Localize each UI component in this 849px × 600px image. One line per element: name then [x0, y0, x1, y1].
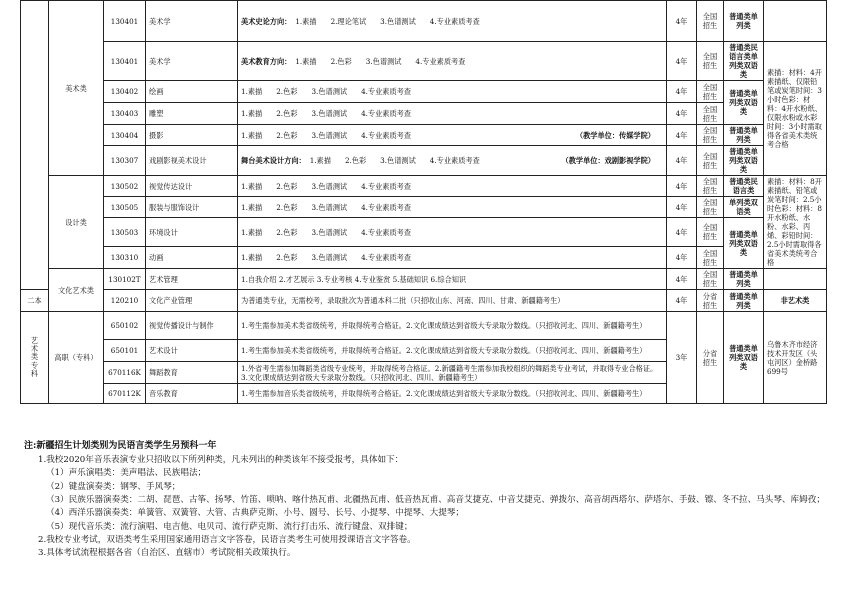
exam-item: 2.理论笔试 — [330, 16, 367, 26]
exam-item: 1.素描 — [309, 156, 331, 165]
exam-requirements — [238, 340, 667, 362]
table-row — [21, 247, 827, 269]
student-type: 普通类单列类 — [724, 290, 764, 312]
table-row — [21, 312, 827, 340]
exam-item: 1.考生需参加美术类省级统考，并取得统考合格证。2.文化课成绩达到省级大专录取分数线。（只招收河北、四川、新疆籍考生） — [241, 346, 647, 355]
art-exam-notes: 素描：材料：4开素描纸、仅限铅笔或炭笔时间：3小时色彩：材料：4开水粉纸、仅限水粉或水彩时间：3小时需取得各省美术类统考合格 — [764, 42, 827, 176]
exam-item: 1.自我介绍 2.才艺展示 3.专业考核 4.专业鉴赏 5.基础知识 6.综合知识 — [241, 274, 467, 284]
major-name: 文化产业管理 — [146, 290, 238, 312]
exam-requirements — [238, 218, 667, 247]
student-type: 普通类单列类双语类 — [724, 218, 764, 269]
major-code: 130402 — [104, 81, 146, 103]
exam-item: 2.色彩 — [276, 87, 298, 96]
note-line: （3）民族乐器演奏类：二胡、琵琶、古筝、扬琴、竹笛、唢呐、喀什热瓦甫、北疆热瓦甫、低音热瓦甫、高音艾捷克、中音艾捷克、弹拨尔、高音胡西塔尔、萨塔尔、手鼓、镲、冬不拉、马头琴、库姆孜； — [46, 494, 825, 505]
vertical-label: 艺术类专科 — [30, 335, 39, 378]
major-code: 130403 — [104, 103, 146, 125]
major-code: 120210 — [104, 290, 146, 312]
table-row — [21, 42, 827, 81]
study-years: 4年 — [667, 176, 697, 197]
exam-requirements — [238, 103, 667, 125]
direction-label: 舞台美术设计方向： — [241, 156, 306, 165]
exam-item: 4.专业素质考查 — [415, 56, 466, 66]
exam-item: 1.考生需参加音乐类省级统考，并取得统考合格证。2.文化课成绩达到省级大专录取分数线。（只招收河北、四川、新疆籍考生） — [241, 389, 647, 398]
category-label: 高职（专科） — [49, 312, 104, 404]
blank-cell — [764, 1, 827, 42]
category-label: 设计类 — [49, 176, 104, 269]
table-row — [21, 197, 827, 218]
exam-item: 为普通类专业，无需校考，录取批次为普通本科二批（只招收山东、河南、四川、甘肃、新疆籍考生） — [241, 296, 565, 305]
major-code: 130401 — [104, 1, 146, 42]
major-name: 摄影 — [146, 125, 238, 146]
note-line: 2.我校专业考试，双语类考生采用国家通用语言文字答卷，民语言类考生可使用授课语言文字答卷。 — [38, 534, 416, 545]
teaching-unit: （教学单位：传媒学院） — [575, 130, 655, 140]
exam-requirements — [238, 1, 667, 42]
exam-requirements — [238, 197, 667, 218]
table-row — [21, 176, 827, 197]
exam-item: 1.素描 — [241, 253, 263, 262]
exam-requirements — [238, 146, 667, 176]
study-years: 4年 — [667, 125, 697, 146]
student-type: 普通类单列类 — [724, 1, 764, 42]
student-type: 普通类单列类 — [724, 269, 764, 290]
major-name: 绘画 — [146, 81, 238, 103]
exam-requirements — [238, 290, 667, 312]
major-name: 动画 — [146, 247, 238, 269]
major-name: 服装与服饰设计 — [146, 197, 238, 218]
table-row — [21, 103, 827, 125]
exam-item: 4.专业素质考查 — [361, 253, 412, 262]
major-name: 视觉传达设计 — [146, 176, 238, 197]
exam-item: 4.专业素质考查 — [429, 156, 480, 165]
exam-item: 3.色谱测试 — [311, 202, 348, 212]
recruit-scope: 全国招生 — [697, 197, 724, 218]
exam-item: 1.素描 — [241, 87, 263, 96]
major-code: 130310 — [104, 247, 146, 269]
major-code: 650101 — [104, 340, 146, 362]
exam-item: 3.色谱测试 — [311, 181, 348, 191]
recruit-scope: 全国招生 — [697, 247, 724, 269]
direction-label: 美术教育方向： — [241, 56, 292, 66]
student-type: 普通类单列类双语类 — [724, 146, 764, 176]
major-code: 130502 — [104, 176, 146, 197]
recruit-scope: 分省招生 — [697, 312, 724, 404]
notes-section — [24, 440, 839, 560]
recruit-scope: 全国招生 — [697, 218, 724, 247]
student-type: 单列类双语类 — [724, 197, 764, 218]
exam-requirements — [238, 42, 667, 81]
study-years: 4年 — [667, 269, 697, 290]
table-row — [21, 269, 827, 290]
study-years: 4年 — [667, 103, 697, 125]
exam-item: 4.专业素质考查 — [361, 202, 412, 212]
note-line: （4）西洋乐器演奏类：单簧管、双簧管、大管、古典萨克斯、小号、圆号、长号、小提琴、中提琴、大提琴； — [46, 508, 464, 519]
student-type: 普通类民语言类单列类双语类 — [724, 42, 764, 81]
recruit-scope: 全国招生 — [697, 269, 724, 290]
major-code: 670112K — [104, 384, 146, 404]
exam-item: 2.色彩 — [276, 181, 298, 191]
study-years: 4年 — [667, 218, 697, 247]
exam-item: 3.色谱测试 — [380, 16, 416, 26]
note-line: 3.具体考试流程根据各省（自治区、直辖市）考试院相关政策执行。 — [38, 548, 296, 559]
major-code: 130102T — [104, 269, 146, 290]
exam-item: 4.专业素质考查 — [361, 87, 412, 96]
exam-item: 1.素描 — [295, 56, 317, 66]
student-type: 普通类单列类双语类 — [724, 81, 764, 125]
teaching-unit: （教学单位：戏剧影视学院） — [561, 156, 655, 165]
blank-cell — [21, 1, 49, 290]
exam-item: 3.色谱测试 — [365, 56, 402, 66]
note-line: 1.我校2020年音乐表演专业只招收以下所列种类，凡未列出的种类该年不接受报考，具体如下： — [38, 454, 404, 465]
recruit-scope: 全国招生 — [697, 81, 724, 103]
exam-item: 2.色彩 — [276, 109, 298, 118]
category-label: 文化艺术类 — [49, 269, 104, 312]
recruit-scope: 全国招生 — [697, 42, 724, 81]
recruit-scope: 全国招生 — [697, 146, 724, 176]
student-type: 普通类民语言类 — [724, 176, 764, 197]
exam-item: 3.色谱测试 — [311, 253, 348, 262]
batch-label: 二本 — [21, 290, 49, 312]
exam-item: 2.色彩 — [330, 56, 352, 66]
direction-label: 美术史论方向： — [241, 16, 292, 26]
notes-title: 注:新疆招生计划类别为民语言类学生另预科一年 — [24, 441, 217, 451]
exam-item: 1.素描 — [241, 109, 263, 118]
exam-requirements — [238, 269, 667, 290]
admissions-table — [20, 0, 827, 404]
recruit-scope: 全国招生 — [697, 125, 724, 146]
major-name: 视觉传播设计与制作 — [146, 312, 238, 340]
exam-requirements — [238, 362, 667, 384]
study-years: 4年 — [667, 247, 697, 269]
major-code: 130401 — [104, 42, 146, 81]
table-row — [21, 290, 827, 312]
exam-requirements — [238, 125, 667, 146]
note-line: （2）键盘演奏类：钢琴、手风琴； — [46, 481, 181, 492]
major-name: 戏剧影视美术设计 — [146, 146, 238, 176]
major-name: 美术学 — [146, 1, 238, 42]
major-name: 音乐教育 — [146, 384, 238, 404]
note-line: （1）声乐演唱类：美声唱法、民族唱法； — [46, 468, 207, 479]
major-code: 130307 — [104, 146, 146, 176]
exam-item: 1.外省考生需参加舞蹈类省级专业统考，并取得统考合格证。2.新疆籍考生需参加我校组织的舞蹈类专业考试，并取得专业合格证。 3.文化课成绩达到省级大专录取分数线。（只招收河北、四川、新疆籍考生） — [241, 363, 658, 382]
exam-item: 2.色彩 — [276, 253, 298, 262]
study-years: 4年 — [667, 81, 697, 103]
exam-item: 3.色谱测试 — [380, 156, 416, 165]
major-code: 670116K — [104, 362, 146, 384]
exam-item: 3.色谱测试 — [311, 130, 348, 140]
exam-item: 4.专业素质考查 — [361, 109, 412, 118]
study-years: 4年 — [667, 146, 697, 176]
major-name: 艺术管理 — [146, 269, 238, 290]
exam-item: 1.考生需参加美术类省级统考，并取得统考合格证。2.文化课成绩达到省级大专录取分数线。（只招收河北、四川、新疆籍考生） — [241, 321, 647, 330]
study-years: 4年 — [667, 290, 697, 312]
exam-item: 1.素描 — [241, 227, 263, 237]
exam-item: 2.色彩 — [276, 202, 298, 212]
study-years: 3年 — [667, 312, 697, 404]
major-code: 650102 — [104, 312, 146, 340]
note-line: （5）现代音乐类：流行演唱、电吉他、电贝司、流行萨克斯、流行打击乐、流行键盘、双排键； — [46, 521, 413, 532]
recruit-scope: 分省招生 — [697, 290, 724, 312]
non-art-label: 非艺术类 — [764, 290, 827, 312]
major-code: 130505 — [104, 197, 146, 218]
exam-item: 2.色彩 — [344, 156, 367, 165]
exam-item: 2.色彩 — [276, 227, 298, 237]
design-exam-notes: 素描：材料：8开素描纸、铅笔或炭笔时间：2.5小时色彩：材料：8开水粉纸、水粉、水彩、丙烯、彩铅时间：2.5小时需取得各省美术类统考合格 — [764, 176, 827, 269]
major-name: 雕塑 — [146, 103, 238, 125]
exam-item: 4.专业素质考查 — [429, 16, 480, 26]
table-row — [21, 218, 827, 247]
study-years: 4年 — [667, 42, 697, 81]
table-row — [21, 81, 827, 103]
exam-requirements — [238, 81, 667, 103]
exam-item: 4.专业素质考查 — [361, 181, 412, 191]
table-row — [21, 146, 827, 176]
major-name: 美术学 — [146, 42, 238, 81]
major-name: 舞蹈教育 — [146, 362, 238, 384]
exam-item: 2.色彩 — [276, 130, 298, 140]
exam-item: 1.素描 — [241, 181, 263, 191]
exam-requirements — [238, 247, 667, 269]
exam-requirements — [238, 312, 667, 340]
major-name: 艺术设计 — [146, 340, 238, 362]
exam-item: 1.素描 — [241, 202, 263, 212]
school-address: 乌鲁木齐市经济技术开发区（头屯河区）金桥路699号 — [764, 312, 827, 404]
exam-item: 4.专业素质考查 — [361, 227, 412, 237]
exam-requirements — [238, 176, 667, 197]
exam-item: 4.专业素质考查 — [361, 130, 412, 140]
exam-item: 1.素描 — [241, 130, 263, 140]
major-name: 环境设计 — [146, 218, 238, 247]
exam-item: 3.色谱测试 — [311, 87, 348, 96]
category-label: 美术类 — [49, 1, 104, 176]
recruit-scope: 全国招生 — [697, 103, 724, 125]
recruit-scope: 全国招生 — [697, 1, 724, 42]
student-type: 普通类单列类双语类 — [724, 312, 764, 404]
table-row — [21, 125, 827, 146]
table-row — [21, 1, 827, 42]
student-type: 普通类单列类 — [724, 125, 764, 146]
blank-cell — [764, 269, 827, 290]
study-years: 4年 — [667, 197, 697, 218]
major-code: 130404 — [104, 125, 146, 146]
exam-requirements — [238, 384, 667, 404]
study-years: 4年 — [667, 1, 697, 42]
batch-label — [21, 312, 49, 404]
exam-item: 3.色谱测试 — [311, 109, 348, 118]
recruit-scope: 全国招生 — [697, 176, 724, 197]
exam-item: 3.色谱测试 — [311, 227, 348, 237]
exam-item: 1.素描 — [295, 16, 317, 26]
major-code: 130503 — [104, 218, 146, 247]
